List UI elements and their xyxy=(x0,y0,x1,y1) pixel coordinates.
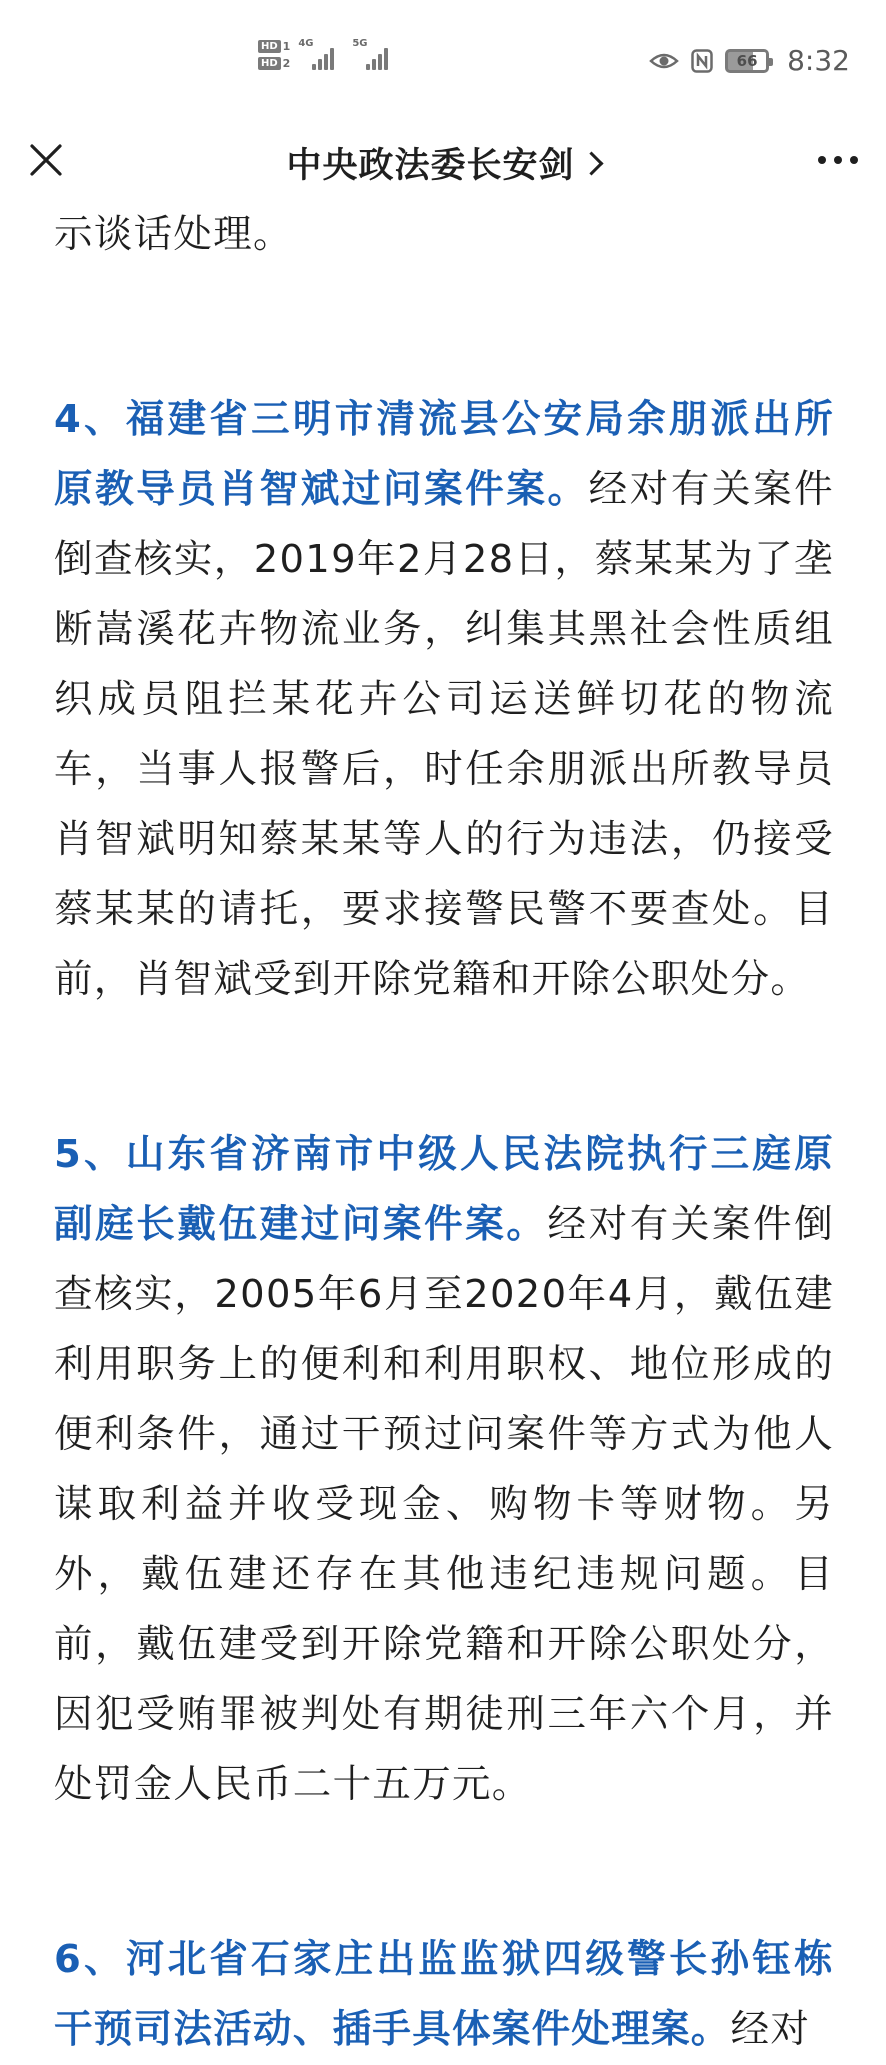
hd-indicators xyxy=(258,40,290,70)
signal-4g-label: 4G xyxy=(298,38,314,49)
item-5-body: 经对有关案件倒查核实，2005年6月至2020年4月，戴伍建利用职务上的便利和利用职权、地位形成的便利条件，通过干预过问案件等方式为他人谋取利益并收受现金、购物卡等财物。另外，戴伍建还存在其他违纪违规问题。目前，戴伍建受到开除党籍和开除公职处分，因犯受贿罪被判处有期徒刑三年六个月，并处罚金人民币二十五万元。 xyxy=(54,1202,834,1807)
item-4-body: 经对有关案件倒查核实，2019年2月28日，蔡某某为了垄断嵩溪花卉物流业务，纠集其黑社会性质组织成员阻拦某花卉公司运送鲜切花的物流车，当事人报警后，时任余朋派出所教导员肖智斌明知蔡某某等人的行为违法，仍接受蔡某某的请托，要求接警民警不要查处。目前，肖智斌受到开除党籍和开除公职处分。 xyxy=(54,467,834,1002)
hd2-indicator xyxy=(258,57,290,70)
clock: 8:32 xyxy=(787,44,850,77)
paragraph-item-5 xyxy=(54,1120,834,1820)
nfc-icon xyxy=(691,49,713,73)
system-indicators xyxy=(649,44,850,77)
item-6-body: 经对 xyxy=(730,2007,811,2052)
article-body xyxy=(54,210,834,2065)
item-6-title: 6、河北省石家庄出监监狱四级警长孙钰栋干预司法活动、插手具体案件处理案。 xyxy=(54,1937,834,2052)
eye-comfort-icon xyxy=(649,51,679,71)
battery-level: 66 xyxy=(736,51,758,70)
more-options-icon[interactable] xyxy=(818,156,858,164)
account-title[interactable] xyxy=(0,138,886,188)
paragraph-continued: 示谈话处理。 xyxy=(54,212,293,257)
hd1-number: 1 xyxy=(282,40,291,53)
chevron-right-icon xyxy=(579,151,603,175)
signal-5g-label: 5G xyxy=(352,38,368,49)
nav-bar xyxy=(0,120,886,210)
network-indicators xyxy=(258,40,390,70)
signal-5g-icon xyxy=(352,40,390,70)
battery-icon xyxy=(725,49,769,73)
hd1-label: HD xyxy=(258,40,281,53)
signal-4g-icon xyxy=(298,40,336,70)
item-4-title: 4、福建省三明市清流县公安局余朋派出所原教导员肖智斌过问案件案。 xyxy=(54,397,834,512)
hd1-indicator xyxy=(258,40,290,53)
paragraph-item-4 xyxy=(54,385,834,1015)
item-5-title: 5、山东省济南市中级人民法院执行三庭原副庭长戴伍建过问案件案。 xyxy=(54,1132,834,1247)
hd2-number: 2 xyxy=(282,57,291,70)
status-bar xyxy=(0,0,886,120)
hd2-label: HD xyxy=(258,57,281,70)
account-name: 中央政法委长安剑 xyxy=(286,146,575,186)
paragraph-item-6 xyxy=(54,1925,834,2065)
